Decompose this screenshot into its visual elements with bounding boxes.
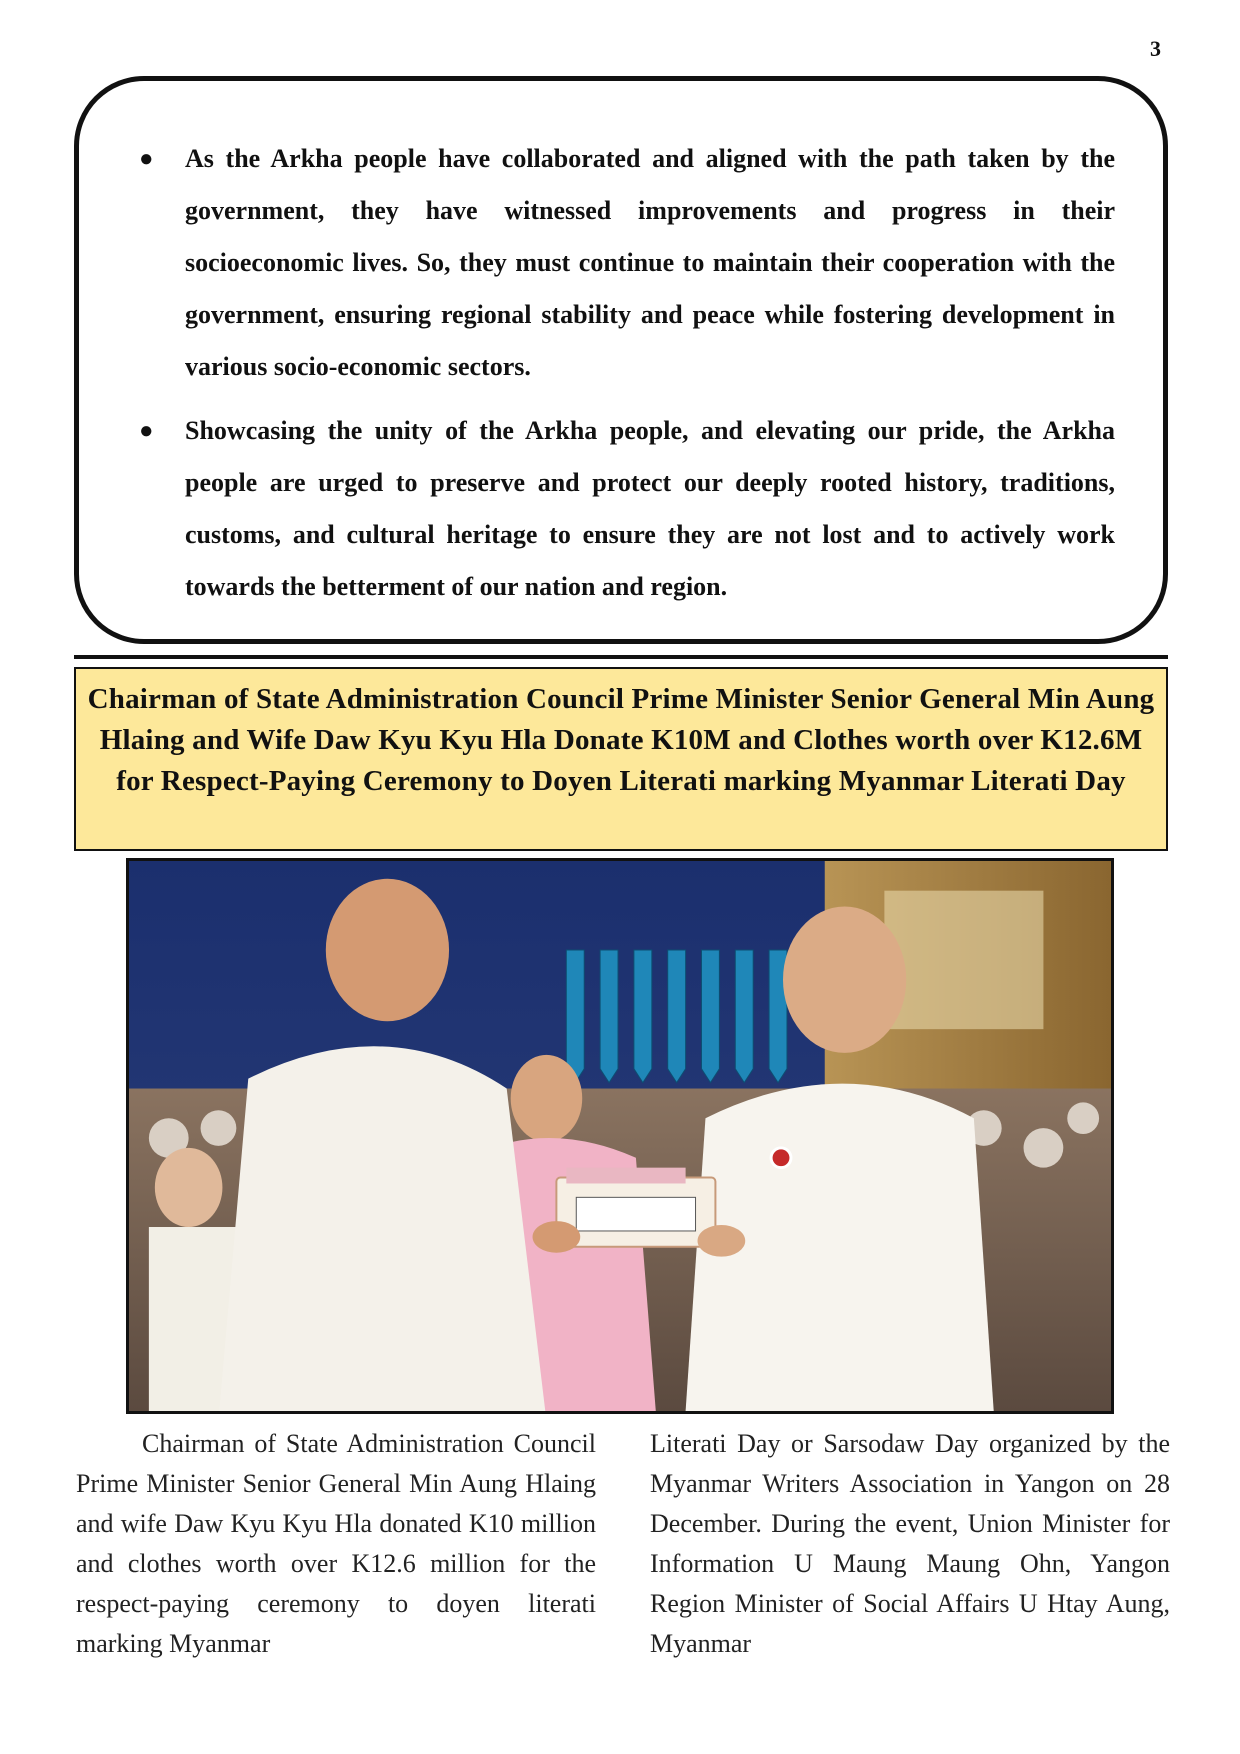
page-number: 3: [1150, 36, 1161, 61]
bullet-list: [119, 133, 1115, 613]
headline-box: [74, 667, 1168, 851]
bullet-item: [119, 133, 1115, 393]
key-points-box: [74, 76, 1168, 644]
bullet-text: As the Arkha people have collaborated and aligned with the path taken by the government, they have witnessed improvements and progress in their socioeconomic lives. So, they must continue to maintain their cooperation with the government, ensuring regional stability and peace while fostering development in various socio-economic sectors.: [185, 144, 1115, 381]
article-body: [76, 1424, 1170, 1674]
article-photo: [126, 858, 1114, 1414]
body-paragraph: Chairman of State Administration Council Prime Minister Senior General Min Aung Hlaing and wife Daw Kyu Kyu Hla donated K10 million and clothes worth over K12.6 million for the respect-paying ceremony to doyen literati marking Myanmar: [76, 1429, 596, 1658]
body-column-left: [76, 1424, 596, 1674]
body-column-right: [650, 1424, 1170, 1674]
bullet-icon: ●: [139, 146, 154, 172]
body-paragraph: Literati Day or Sarsodaw Day organized by the Myanmar Writers Association in Yangon on 28 December. During the event, Union Minister for Information U Maung Maung Ohn, Yangon Region Minister of Social Affairs U Htay Aung, Myanmar: [650, 1429, 1170, 1658]
bullet-text: Showcasing the unity of the Arkha people, and elevating our pride, the Arkha people are urged to preserve and protect our deeply rooted history, traditions, customs, and cultural heritage to ensure they are not lost and to actively work towards the betterment of our nation and region.: [185, 416, 1115, 601]
ceremony-photo-illustration: [129, 861, 1111, 1411]
article-headline: Chairman of State Administration Council Prime Minister Senior General Min Aung Hlaing and Wife Daw Kyu Kyu Hla Donate K10M and Clothes worth over K12.6M for Respect-Paying Ceremony to Doyen Literati marking Myanmar Literati Day: [87, 683, 1155, 797]
bullet-icon: ●: [139, 418, 154, 444]
bullet-item: [119, 405, 1115, 613]
section-divider: [74, 655, 1168, 659]
